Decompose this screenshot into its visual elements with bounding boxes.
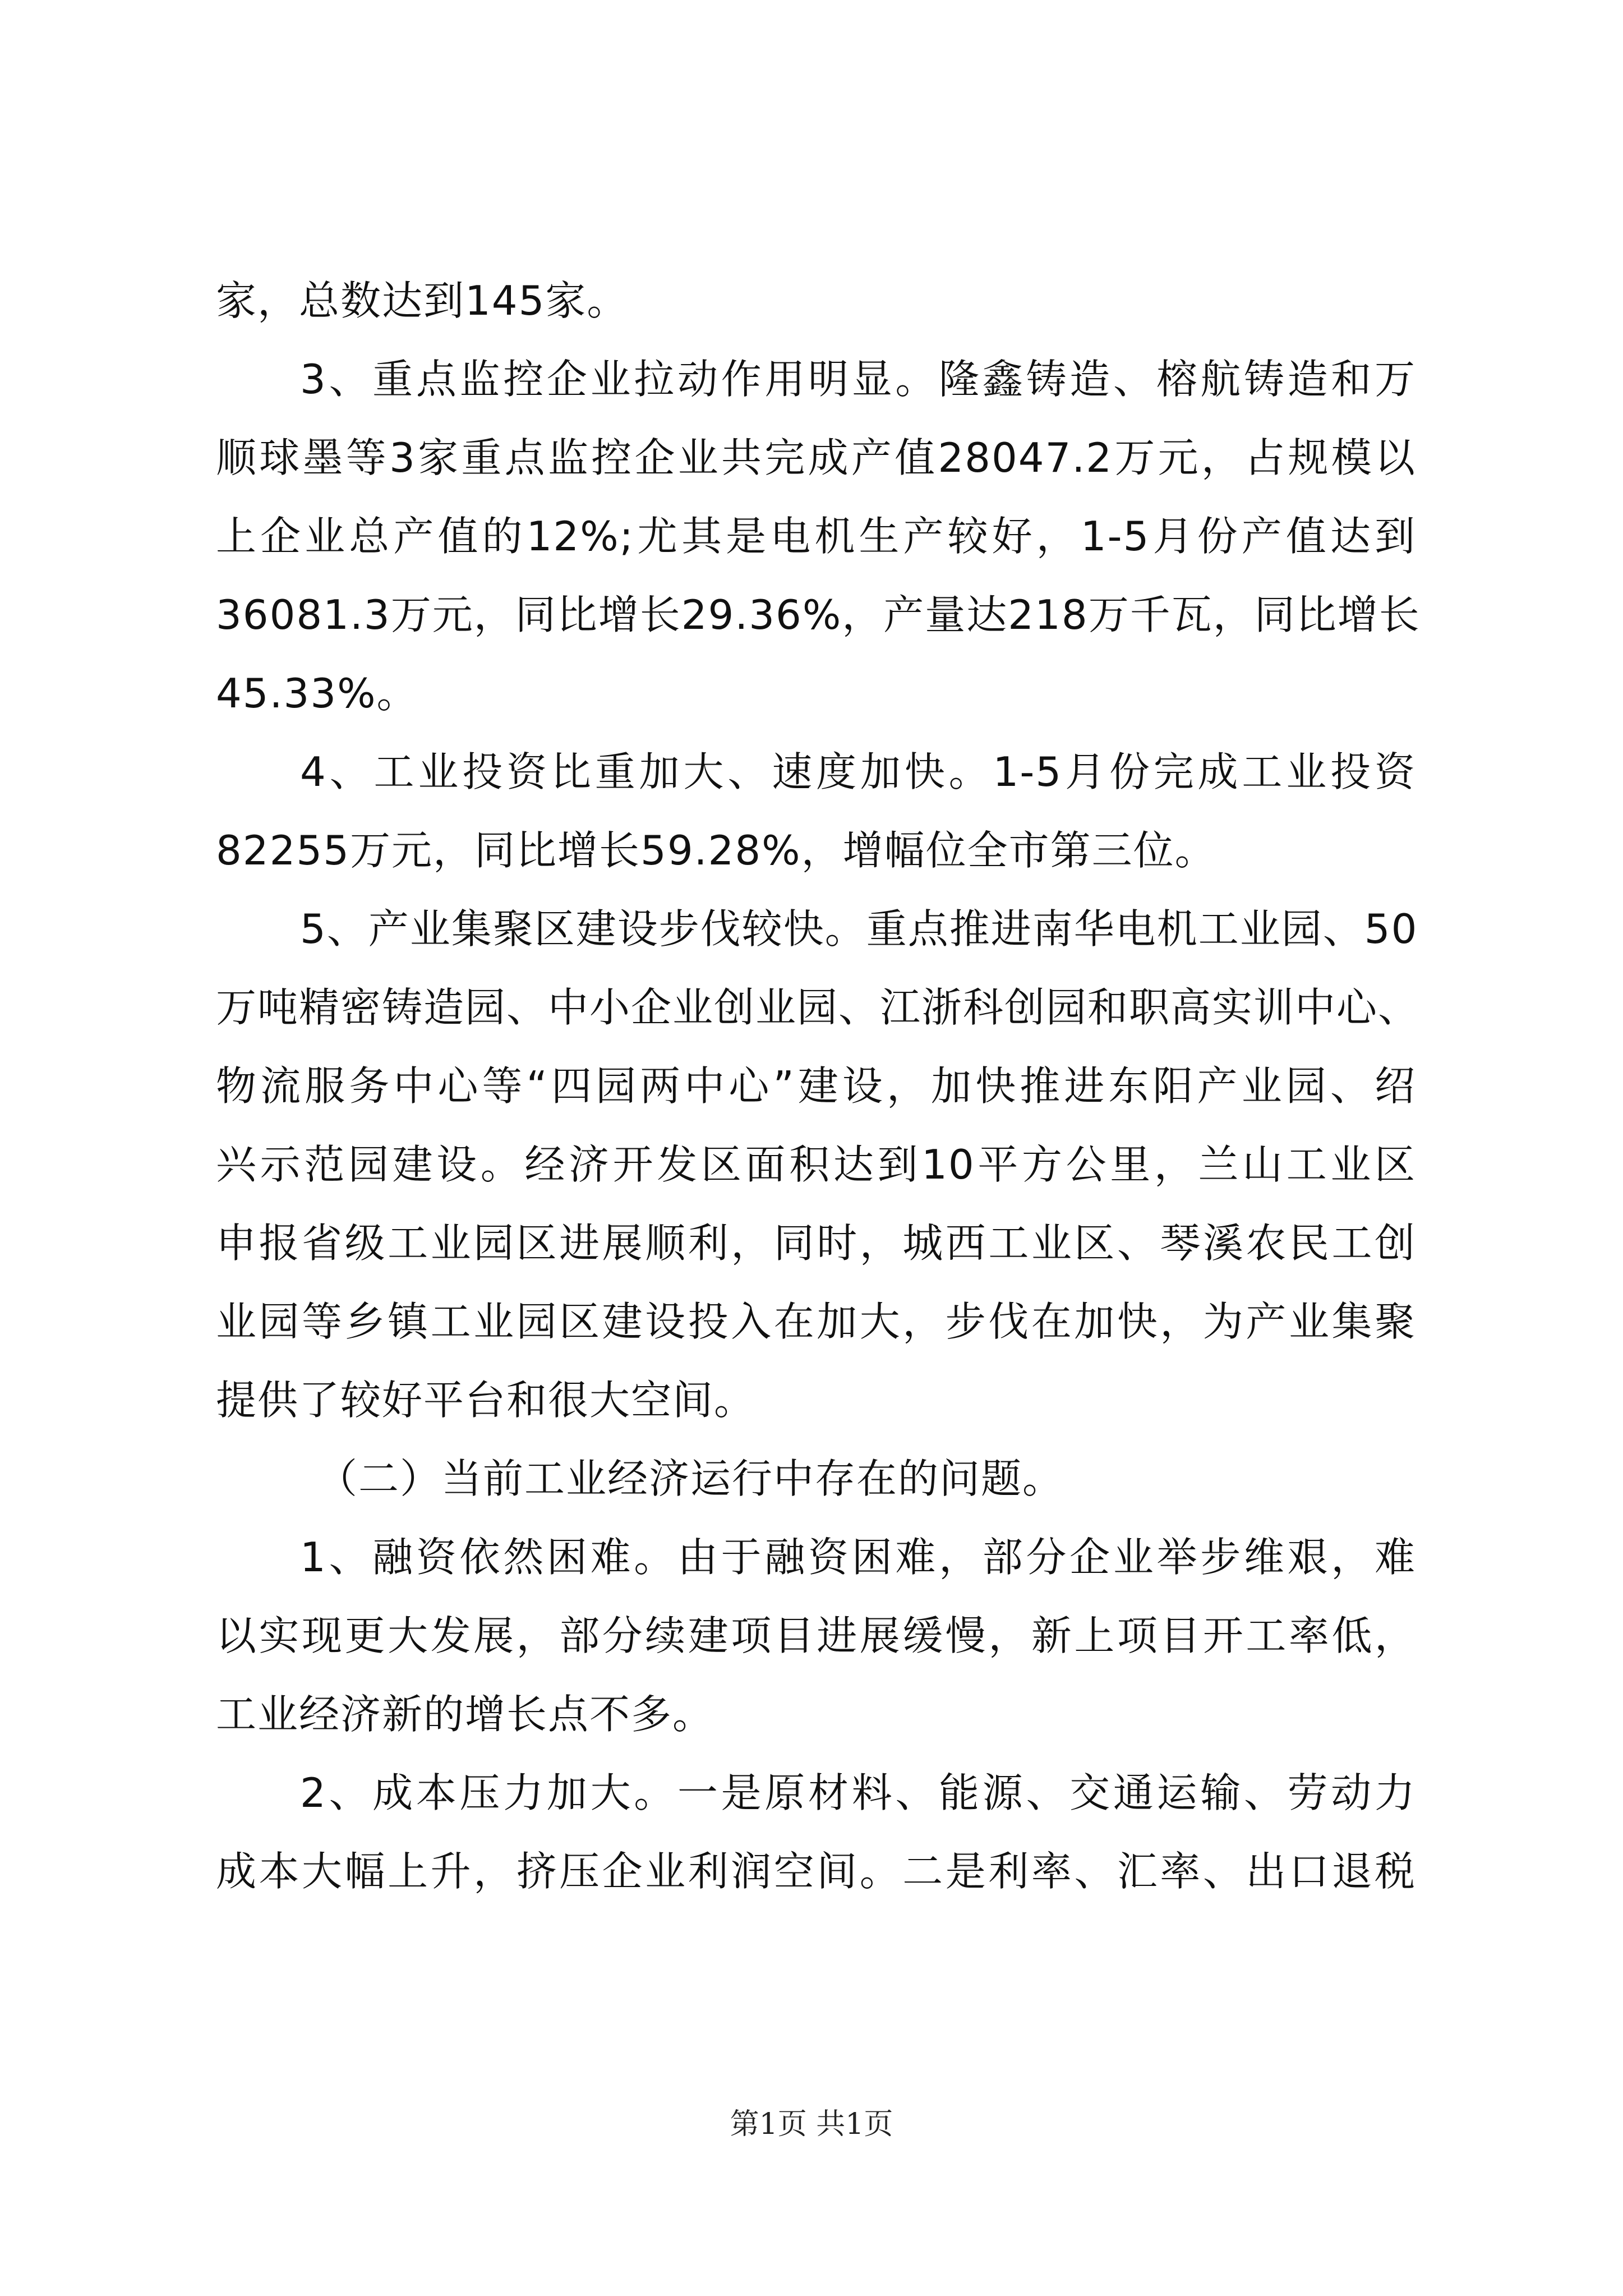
paragraph-line: 45.33%。 — [216, 670, 418, 717]
paragraph-line: 4、工业投资比重加大、速度加快。1-5月份完成工业投资 — [300, 748, 1416, 795]
paragraph-line: 业园等乡镇工业园区建设投入在加大，步伐在加快，为产业集聚 — [216, 1298, 1416, 1345]
paragraph-line: 家，总数达到145家。 — [216, 277, 629, 324]
paragraph-line: 万吨精密铸造园、中小企业创业园、江浙科创园和职高实训中心、 — [216, 984, 1420, 1031]
page-footer: 第1页 共1页 — [730, 2108, 893, 2141]
paragraph-line: 3、重点监控企业拉动作用明显。隆鑫铸造、榕航铸造和万 — [300, 356, 1416, 403]
paragraph-line: 2、成本压力加大。一是原材料、能源、交通运输、劳动力 — [300, 1769, 1416, 1816]
section-heading: （二）当前工业经济运行中存在的问题。 — [317, 1455, 1064, 1502]
paragraph-line: 成本大幅上升，挤压企业利润空间。二是利率、汇率、出口退税 — [216, 1848, 1416, 1895]
paragraph-line: 提供了较好平台和很大空间。 — [216, 1377, 756, 1424]
paragraph-line: 工业经济新的增长点不多。 — [216, 1691, 714, 1738]
paragraph-line: 物流服务中心等“四园两中心”建设，加快推进东阳产业园、绍 — [216, 1062, 1416, 1110]
paragraph-line: 1、融资依然困难。由于融资困难，部分企业举步维艰，难 — [300, 1534, 1416, 1581]
paragraph-line: 82255万元，同比增长59.28%，增幅位全市第三位。 — [216, 827, 1216, 874]
paragraph-line: 36081.3万元，同比增长29.36%，产量达218万千瓦，同比增长 — [216, 591, 1421, 638]
paragraph-line: 5、产业集聚区建设步伐较快。重点推进南华电机工业园、50 — [300, 905, 1418, 953]
document-body — [216, 261, 1421, 1911]
paragraph-line: 顺球墨等3家重点监控企业共完成产值28047.2万元，占规模以 — [216, 434, 1416, 481]
paragraph-line: 上企业总产值的12%;尤其是电机生产较好，1-5月份产值达到 — [216, 513, 1416, 560]
paragraph-line: 申报省级工业园区进展顺利，同时，城西工业区、琴溪农民工创 — [216, 1220, 1416, 1267]
paragraph-line: 以实现更大发展，部分续建项目进展缓慢，新上项目开工率低， — [216, 1612, 1416, 1659]
paragraph-line: 兴示范园建设。经济开发区面积达到10平方公里，兰山工业区 — [216, 1141, 1416, 1188]
